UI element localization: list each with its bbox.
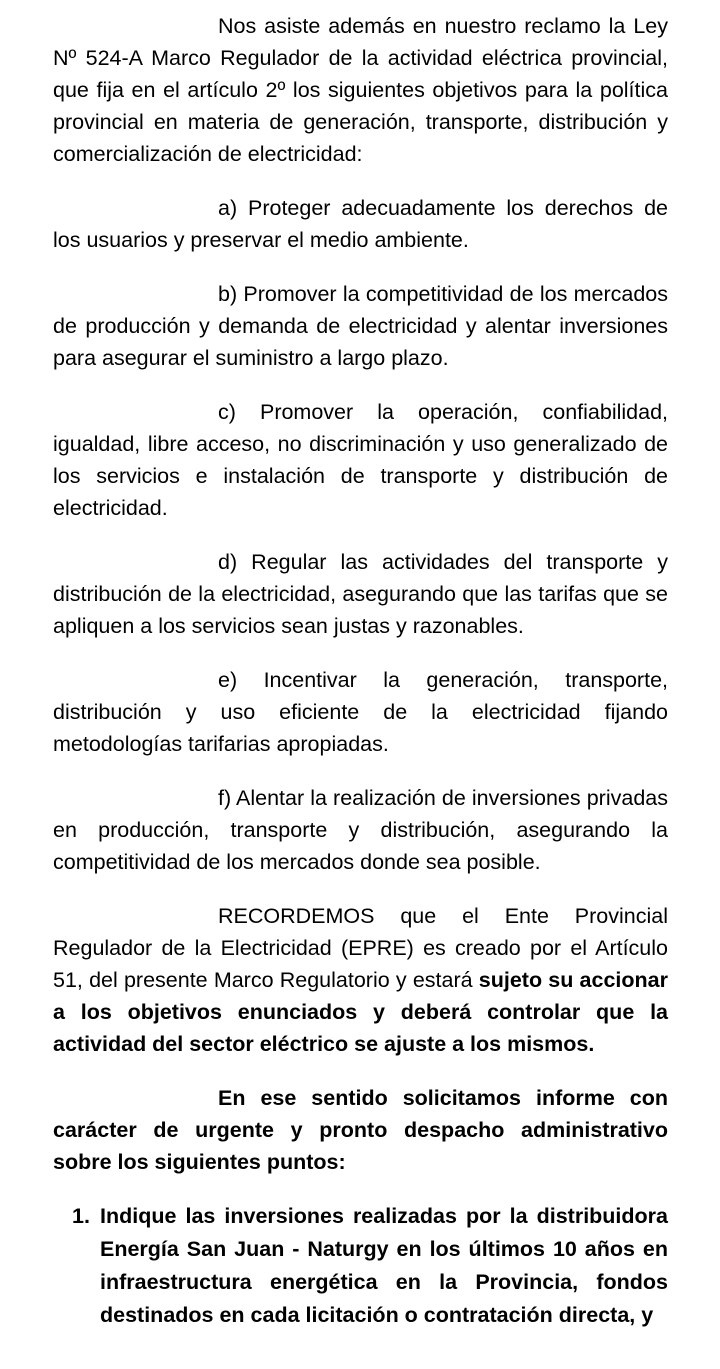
paragraph-objetivo-d — [53, 546, 668, 642]
list-marker: 1. — [72, 1204, 90, 1228]
paragraph-intro — [53, 10, 668, 170]
paragraph-objetivo-c — [53, 396, 668, 524]
paragraph-objetivo-a — [53, 192, 668, 256]
text-run: RECORDEMOS que el Ente Provincial Regulador de la Electricidad (EPRE) es creado por el Artículo 51, del presente Marco Regulatorio y estará — [53, 904, 668, 992]
list-item-punto-1 — [53, 1200, 668, 1332]
text-run-bold: sujeto su accionar a los objetivos enunciados y deberá controlar que la actividad del sector eléctrico se ajuste a los mismos. — [53, 968, 668, 1056]
text-run: c) Promover la operación, confiabilidad, igualdad, libre acceso, no discriminación y uso generalizado de los servicios e instalación de transporte y distribución de electricidad. — [53, 400, 668, 520]
paragraph-recordemos — [53, 900, 668, 1060]
paragraph-objetivo-e — [53, 664, 668, 760]
text-run: f) Alentar la realización de inversiones privadas en producción, transporte y distribución, asegurando la competitividad de los mercados donde sea posible. — [53, 786, 668, 874]
paragraph-objetivo-b — [53, 278, 668, 374]
text-run: b) Promover la competitividad de los mercados de producción y demanda de electricidad y alentar inversiones para asegurar el suministro a largo plazo. — [53, 282, 668, 370]
text-run: d) Regular las actividades del transporte y distribución de la electricidad, asegurando que las tarifas que se apliquen a los servicios sean justas y razonables. — [53, 550, 668, 638]
text-run: a) Proteger adecuadamente los derechos de los usuarios y preservar el medio ambiente. — [53, 196, 668, 252]
paragraph-solicitud — [53, 1082, 668, 1178]
text-run: Nos asiste además en nuestro reclamo la Ley Nº 524-A Marco Regulador de la actividad eléctrica provincial, que fija en el artículo 2º los siguientes objetivos para la política provincial en materia de generación, transporte, distribución y comercialización de electricidad: — [53, 14, 668, 166]
paragraph-objetivo-f — [53, 782, 668, 878]
text-run-bold: En ese sentido solicitamos informe con carácter de urgente y pronto despacho administrativo sobre los siguientes puntos: — [53, 1086, 668, 1174]
list-item-text — [100, 1200, 668, 1332]
text-run-bold: Indique las inversiones realizadas por la distribuidora Energía San Juan - Naturgy en los últimos 10 años en infraestructura energética en la Provincia, fondos destinados en cada licitación o contratación directa, y — [100, 1204, 668, 1327]
text-run: e) Incentivar la generación, transporte, distribución y uso eficiente de la electricidad fijando metodologías tarifarias apropiadas. — [53, 668, 668, 756]
